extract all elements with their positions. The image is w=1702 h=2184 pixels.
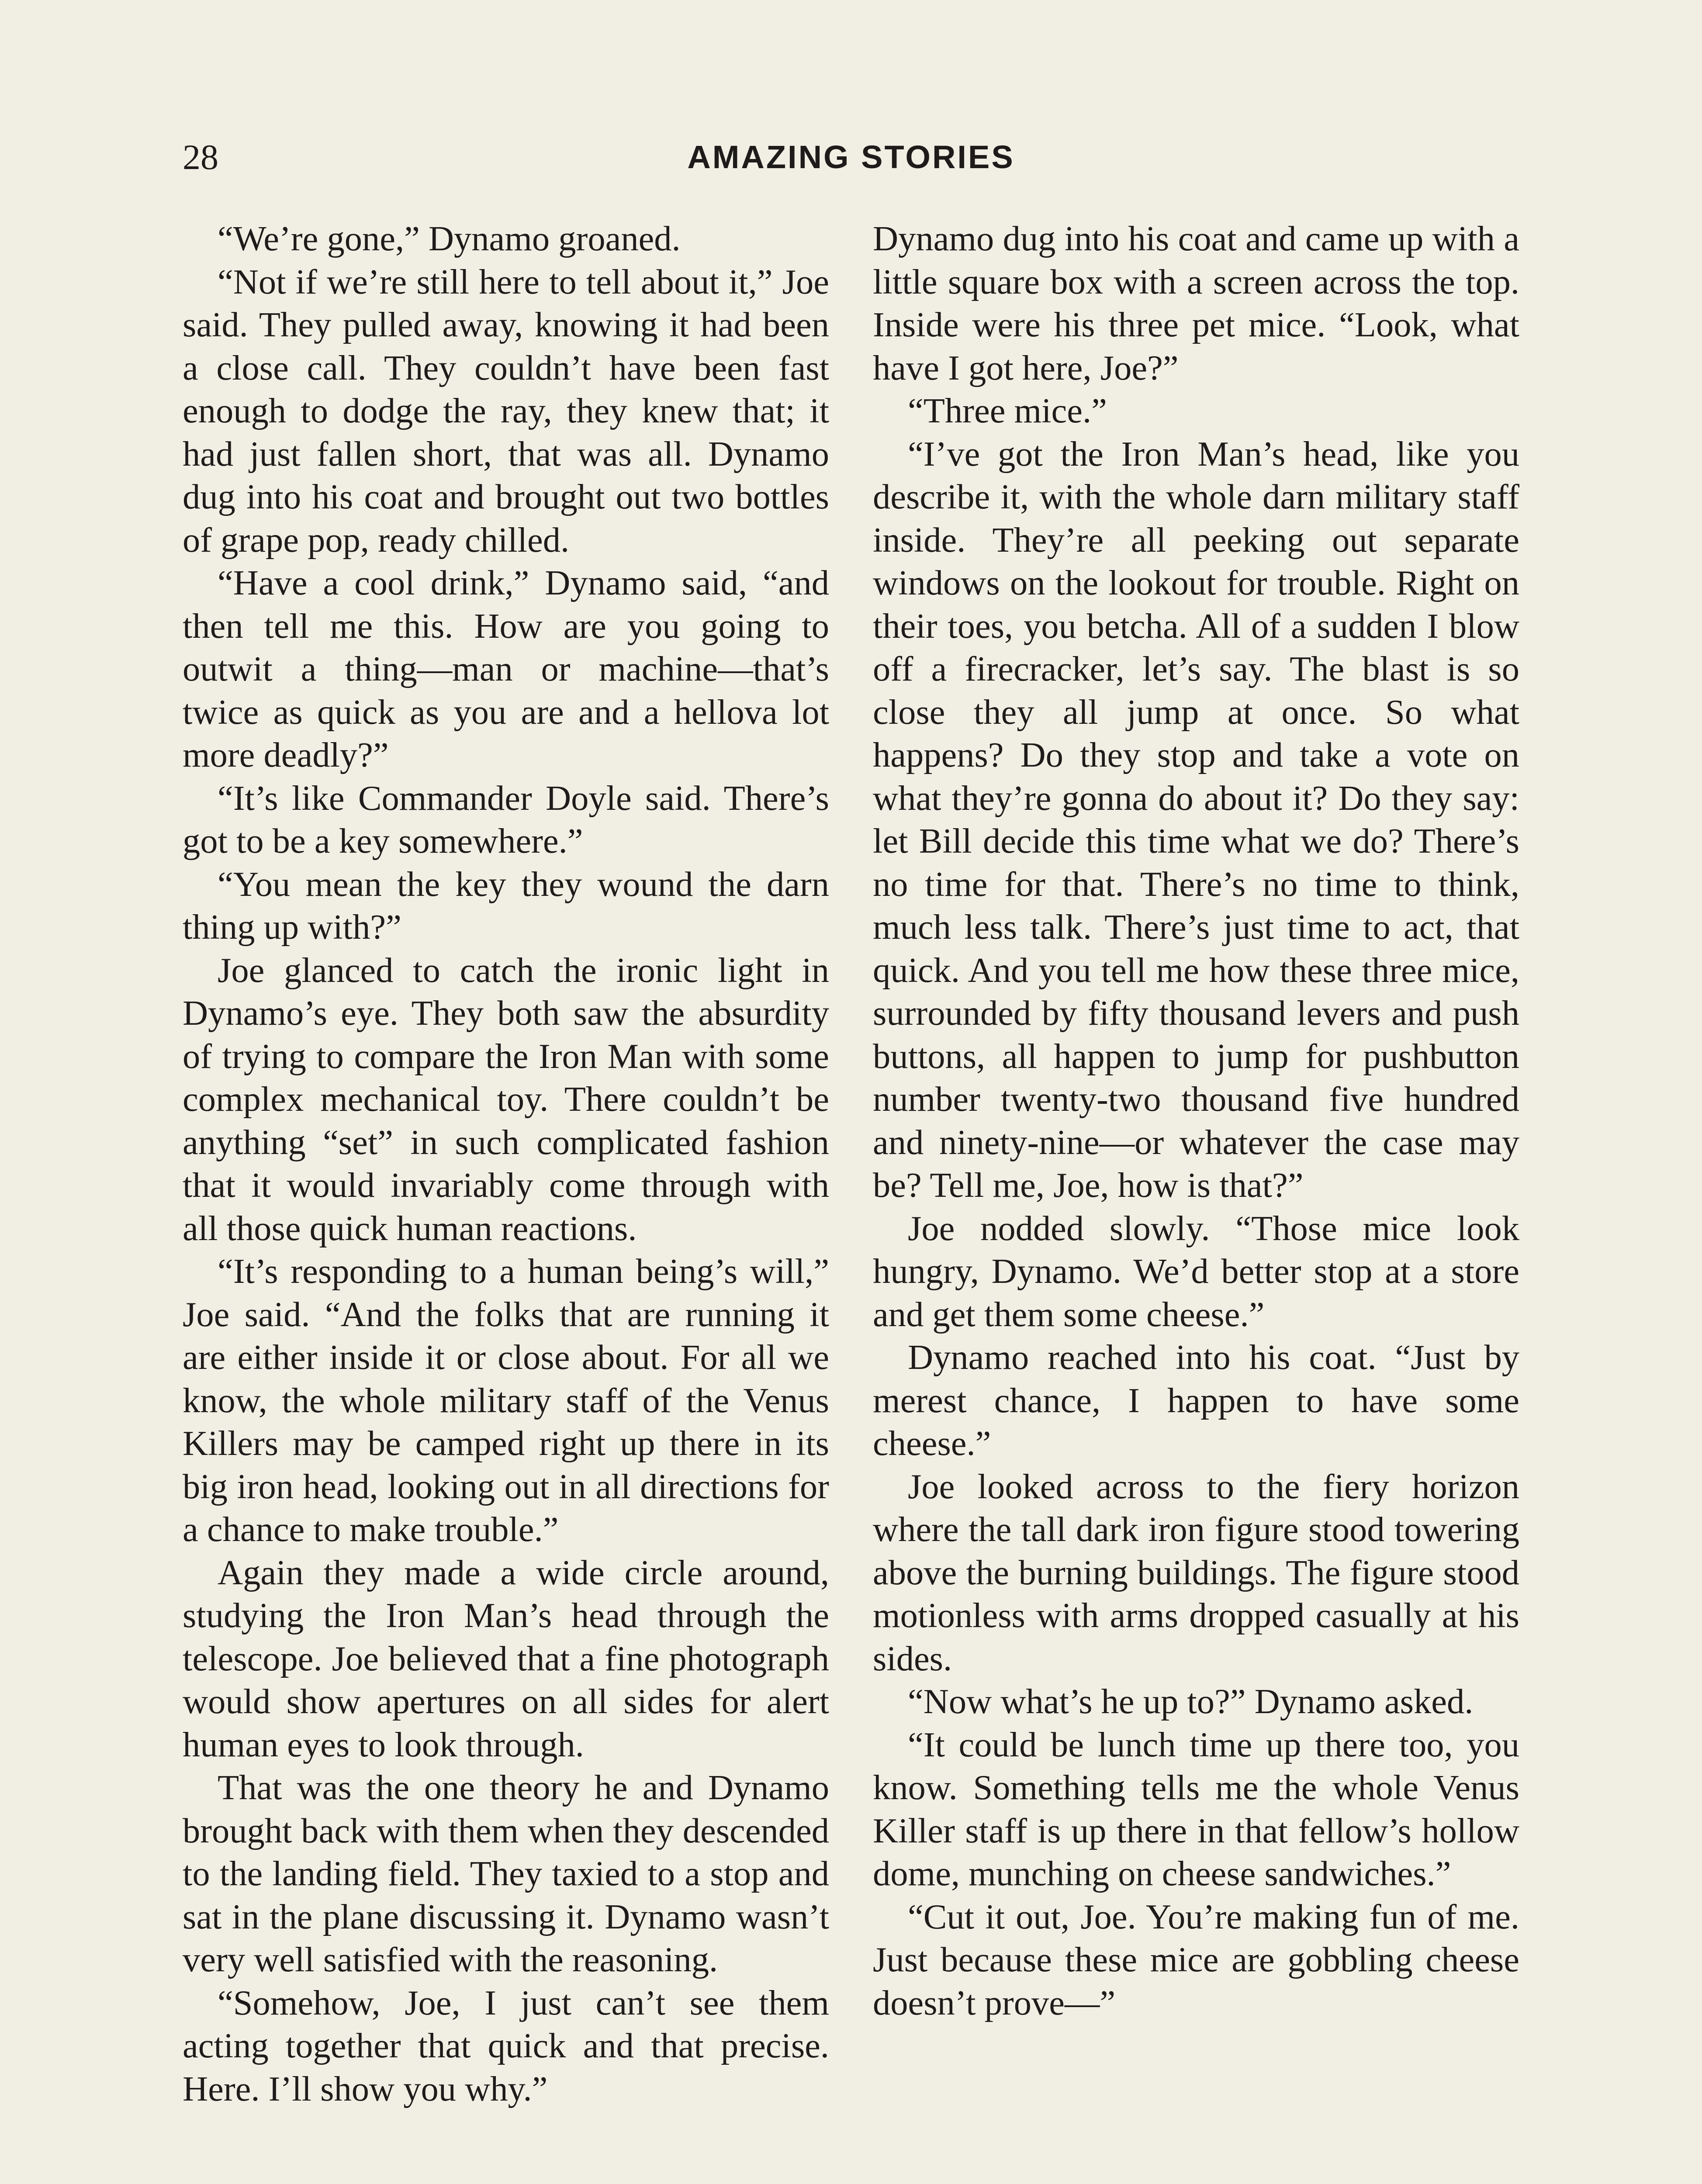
running-title: AMAZING STORIES <box>687 139 1015 175</box>
paragraph: “Somehow, Joe, I just can’t see them acting together that quick and that precise. Here. I’ll show you why.” <box>183 1983 829 2108</box>
page-number: 28 <box>183 137 218 177</box>
right-column <box>873 218 1519 2025</box>
page-header <box>183 131 1519 183</box>
paragraph: “Have a cool drink,” Dynamo said, “and then tell me this. How are you going to outwit a thing—man or machine—that’s twice as quick as you are and a hellova lot more deadly?” <box>183 563 829 774</box>
paragraph: Dynamo reached into his coat. “Just by merest chance, I happen to have some cheese.” <box>873 1338 1519 1463</box>
paragraph: Again they made a wide circle around, studying the Iron Man’s head through the telescope. Joe believed that a fine photograph would show apertures on all sides for alert human eyes to look through. <box>183 1553 829 1764</box>
paragraph: “It’s like Commander Doyle said. There’s got to be a key somewhere.” <box>183 778 829 860</box>
paragraph: “Now what’s he up to?” Dynamo asked. <box>908 1682 1474 1721</box>
paragraph: Joe nodded slowly. “Those mice look hungry, Dynamo. We’d better stop at a store and get them some cheese.” <box>873 1209 1519 1334</box>
paragraph: “Three mice.” <box>908 391 1107 430</box>
paragraph: “You mean the key they wound the darn thing up with?” <box>183 864 829 947</box>
paragraph-continued: Dynamo dug into his coat and came up with a little square box with a screen across the top. Inside were his three pet mice. “Look, what have I got here, Joe?” <box>873 219 1519 387</box>
paragraph: Joe looked across to the fiery horizon where the tall dark iron figure stood towering above the burning buildings. The figure stood motionless with arms dropped casually at his sides. <box>873 1467 1519 1678</box>
paragraph: “We’re gone,” Dynamo groaned. <box>218 219 681 258</box>
paragraph: “It’s responding to a human being’s will,” Joe said. “And the folks that are running it are either inside it or close about. For all we know, the whole military staff of the Venus Killers may be camped right up there in its big iron head, looking out in all directions for a chance to make trouble.” <box>183 1252 829 1549</box>
paragraph: That was the one theory he and Dynamo brought back with them when they descended to the landing field. They taxied to a stop and sat in the plane discussing it. Dynamo wasn’t very well satisfied with the reasoning. <box>183 1768 829 1979</box>
paragraph: “Cut it out, Joe. You’re making fun of me. Just because these mice are gobbling cheese doesn’t prove—” <box>873 1897 1519 2022</box>
paragraph: “I’ve got the Iron Man’s head, like you describe it, with the whole darn military staff inside. They’re all peeking out separate windows on the lookout for trouble. Right on their toes, you betcha. All of a sudden I blow off a firecracker, let’s say. The blast is so close they all jump at once. So what happens? Do they stop and take a vote on what they’re gonna do about it? Do they say: let Bill decide this time what we do? There’s no time for that. There’s no time to think, much less talk. There’s just time to act, that quick. And you tell me how these three mice, surrounded by fifty thousand levers and push buttons, all happen to jump for pushbutton number twenty-two thousand five hundred and ninety-nine—or whatever the case may be? Tell me, Joe, how is that?” <box>873 434 1519 1205</box>
paragraph: Joe glanced to catch the ironic light in Dynamo’s eye. They both saw the absurdity of trying to compare the Iron Man with some complex mechanical toy. There couldn’t be anything “set” in such complicated fashion that it would invariably come through with all those quick human reactions. <box>183 950 829 1248</box>
left-column <box>183 218 829 2111</box>
paragraph: “Not if we’re still here to tell about it,” Joe said. They pulled away, knowing it had been a close call. They couldn’t have been fast enough to dodge the ray, they knew that; it had just fallen short, that was all. Dynamo dug into his coat and brought out two bottles of grape pop, ready chilled. <box>183 262 829 560</box>
paragraph: “It could be lunch time up there too, you know. Something tells me the whole Venus Killer staff is up there in that fellow’s hollow dome, munching on cheese sandwiches.” <box>873 1725 1519 1893</box>
